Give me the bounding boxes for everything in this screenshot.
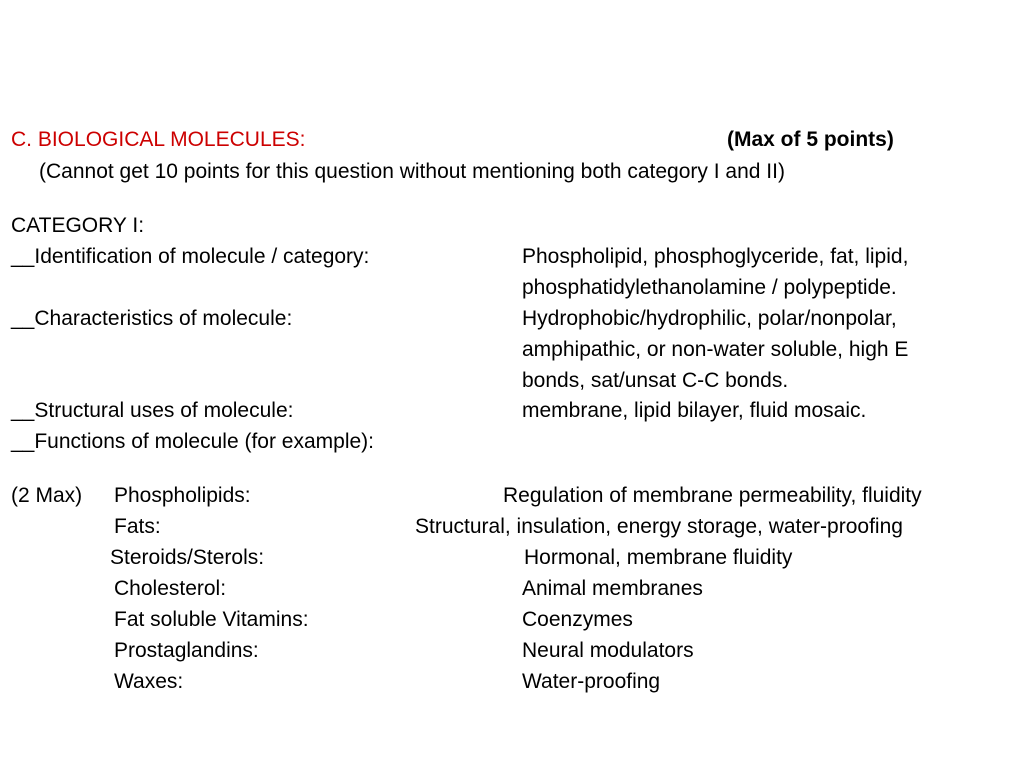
section-heading: C. BIOLOGICAL MOLECULES: [11, 128, 306, 151]
molecule-function: Regulation of membrane permeability, fluidity [503, 484, 922, 507]
molecule-name: Fat soluble Vitamins: [114, 608, 309, 631]
criterion-answer-line: bonds, sat/unsat C-C bonds. [522, 369, 789, 392]
category-title: CATEGORY I: [11, 214, 145, 237]
molecule-name: Phospholipids: [114, 484, 251, 507]
criterion-answer-line: amphipathic, or non-water soluble, high E [522, 338, 909, 361]
criterion-answer-line: Phospholipid, phosphoglyceride, fat, lipid, [522, 245, 909, 268]
molecule-function: Structural, insulation, energy storage, water-proofing [415, 515, 903, 538]
molecule-function: Animal membranes [522, 577, 703, 600]
max-points-label: (Max of 5 points) [727, 128, 894, 151]
molecule-name: Fats: [114, 515, 161, 538]
criterion-answer-line: phosphatidylethanolamine / polypeptide. [522, 276, 897, 299]
criterion-label-functions: __Functions of molecule (for example): [11, 430, 374, 453]
molecule-function: Coenzymes [522, 608, 633, 631]
molecule-name: Steroids/Sterols: [110, 546, 265, 569]
criterion-label-characteristics: __Characteristics of molecule: [11, 307, 293, 330]
molecule-function: Hormonal, membrane fluidity [524, 546, 793, 569]
criterion-answer-line: membrane, lipid bilayer, fluid mosaic. [522, 399, 867, 422]
max-count-label: (2 Max) [11, 484, 83, 507]
criterion-answer-line: Hydrophobic/hydrophilic, polar/nonpolar, [522, 307, 897, 330]
molecule-name: Prostaglandins: [114, 639, 259, 662]
criterion-label-identification: __Identification of molecule / category: [11, 245, 370, 268]
molecule-name: Cholesterol: [114, 577, 227, 600]
molecule-function: Neural modulators [522, 639, 694, 662]
molecule-function: Water-proofing [522, 670, 661, 693]
molecule-name: Waxes: [114, 670, 184, 693]
section-note: (Cannot get 10 points for this question without mentioning both category I and II) [39, 160, 785, 183]
criterion-label-structural: __Structural uses of molecule: [11, 399, 294, 422]
